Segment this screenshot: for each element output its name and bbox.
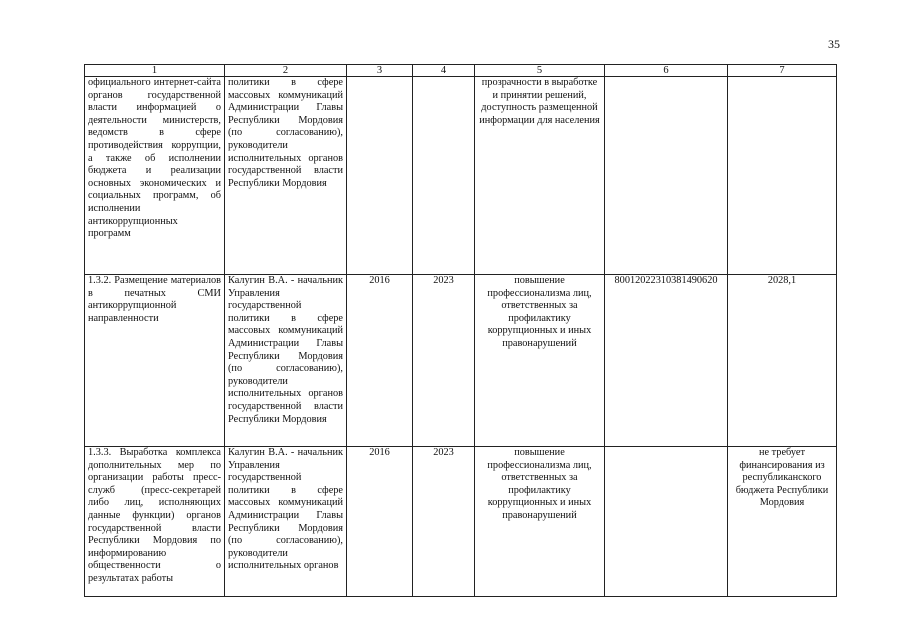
measure-name: официального интернет-сайта органов государственной власти информацией о деятельности министерств, ведомств в сфере противодействия коррупции, а также об исполнении бюджета и реализации основных экономических и социальных программ, об исполнении антикоррупционных программ xyxy=(85,77,225,275)
start-year xyxy=(347,77,413,275)
page-number: 35 xyxy=(828,37,840,51)
col-header-3: 3 xyxy=(347,65,413,77)
budget-code xyxy=(605,447,728,597)
start-year: 2016 xyxy=(347,275,413,447)
end-year: 2023 xyxy=(413,447,475,597)
end-year xyxy=(413,77,475,275)
financing xyxy=(728,77,837,275)
col-header-1: 1 xyxy=(85,65,225,77)
measures-table xyxy=(84,64,837,597)
measure-name: 1.3.3. Выработка комплекса дополнительных мер по организации работы пресс-служб (пресс-секретарей либо лиц, исполняющих данные функции) органов государственной власти Республики Мордовия по информированию общественности о результатах работы xyxy=(85,447,225,597)
expected-result: повышение профессионализма лиц, ответственных за профилактику коррупционных и иных правонарушений xyxy=(475,275,605,447)
col-header-7: 7 xyxy=(728,65,837,77)
budget-code: 80012022310381490620 xyxy=(605,275,728,447)
responsible: Калугин В.А. - начальник Управления государственной политики в сфере массовых коммуникаций Администрации Главы Республики Мордовия (по согласованию), руководители исполнительных органов государственной власти Республики Мордовия xyxy=(225,275,347,447)
header-row xyxy=(85,65,837,77)
start-year: 2016 xyxy=(347,447,413,597)
end-year: 2023 xyxy=(413,275,475,447)
expected-result: повышение профессионализма лиц, ответственных за профилактику коррупционных и иных правонарушений xyxy=(475,447,605,597)
financing: 2028,1 xyxy=(728,275,837,447)
col-header-6: 6 xyxy=(605,65,728,77)
col-header-4: 4 xyxy=(413,65,475,77)
financing: не требует финансирования из республиканского бюджета Республики Мордовия xyxy=(728,447,837,597)
responsible: Калугин В.А. - начальник Управления государственной политики в сфере массовых коммуникаций Администрации Главы Республики Мордовия (по согласованию), руководители исполнительных органов xyxy=(225,447,347,597)
col-header-5: 5 xyxy=(475,65,605,77)
measure-name: 1.3.2. Размещение материалов в печатных СМИ антикоррупционной направленности xyxy=(85,275,225,447)
responsible: политики в сфере массовых коммуникаций Администрации Главы Республики Мордовия (по согласованию), руководители исполнительных органов государственной власти Республики Мордовия xyxy=(225,77,347,275)
table-row xyxy=(85,447,837,597)
expected-result: прозрачности в выработке и принятии решений, доступность размещенной информации для населения xyxy=(475,77,605,275)
col-header-2: 2 xyxy=(225,65,347,77)
table-row xyxy=(85,275,837,447)
budget-code xyxy=(605,77,728,275)
table-row xyxy=(85,77,837,275)
